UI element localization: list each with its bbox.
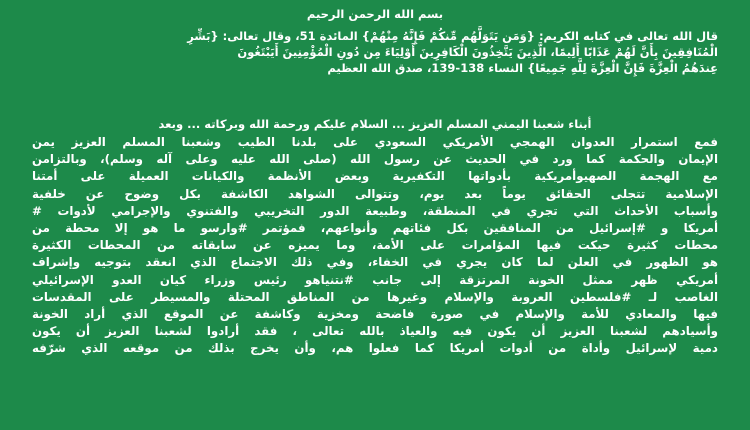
body-line: وأسباب الأحداث التي تجري في المنطقة، وطبيعة الدور التخريبي والفتنوي والإجرامي لأدوات # [32, 203, 718, 218]
quote-line: قال الله تعالى في كتابه الكريم: {وَمَن يَتَوَلَّهُم مِّنكُمْ فَإِنَّهُ مِنْهُمْ} المائدة 51، وقال تعالى: {بَشِّرِ [187, 29, 718, 43]
letter-content [32, 6, 718, 358]
basmala: بسم الله الرحمن الرحيم [306, 7, 444, 21]
body-line: مع الهجمة الصهيوأمريكية بأدواتها التكفيرية وبعض الأنظمة والكيانات العميلة على أمتنا [32, 169, 718, 184]
body-line: فيها والمعادي للأمة والإسلام في صورة فاضحة ومخزية وكاشفة عن الموقع الذي أراد الخونة [32, 307, 718, 322]
section-spacer [32, 76, 718, 116]
body-line: الغاصب لـ #فلسطين العروبة والإسلام وغيرها من المناطق المحتلة والمسيطر على المقدسات [32, 289, 718, 304]
body-line: وأسيادهم لشعبنا العزيز أن يكون فيه والعياذ بالله تعالى ، فقد أرادوا لشعبنا العزيز أن يكون [32, 324, 718, 339]
greeting: أبناء شعبنا اليمني المسلم العزيز ... السلام عليكم ورحمة الله وبركاته ... وبعد [158, 117, 592, 131]
body-line: أمريكي ظهر ممثل الخونة المرتزقة إلى جانب #نتنياهو رئيس وزراء كيان العدو الإسرائيلي [32, 272, 718, 287]
body-line: أمريكا و #إسرائيل من المنافقين بكل فئاتهم وأنواعهم، فمؤتمر #وارسو ما هو إلا محطة من [32, 221, 718, 236]
body-line: فمع استمرار العدوان الهمجي الأمريكي السعودي على بلدنا الطيب وشعبنا المسلم العزيز يمن [32, 135, 718, 149]
quote-line: عِندَهُمُ الْعِزَّةَ فَإِنَّ الْعِزَّةَ لِلَّهِ جَمِيعًا} النساء 138-139، صدق الله العظيم [327, 61, 718, 75]
letter-body [32, 134, 718, 358]
body-line: الإسلامية تتجلى الحقائق يوماً بعد يوم، وتتوالى الشواهد الكاشفة بكل وضوح عن خلفية [32, 186, 718, 201]
body-line: دمية لإسرائيل وأداة من أدوات أمريكا كما فعلوا هم، وأن يخرج بذلك من موقعه الذي شرّفه [32, 341, 718, 356]
body-line: الإيمان والحكمة كما ورد في الحديث عن رسول الله (صلى الله عليه وعلى آله وسلم)، وبالتزامن [32, 152, 718, 167]
quran-quote [32, 28, 718, 76]
quote-line: الْمُنَافِقِينَ بِأَنَّ لَهُمْ عَذَابًا أَلِيمًا، الَّذِينَ يَتَّخِذُونَ الْكَافِرِينَ أَوْلِيَاءَ مِن دُونِ الْمُؤْمِنِينَ أَيَبْتَغُونَ [237, 45, 718, 59]
body-line: محطات كثيرة حيكت فيها المؤامرات على الأمة، وما يميزه عن سابقاته من المحطات الكثيرة [32, 238, 718, 253]
body-line: هو الظهور في العلن لما كان يجري في الخفاء، وفي ذلك الاجتماع الذي انعقد بتوجيه وإشراف [32, 255, 718, 270]
